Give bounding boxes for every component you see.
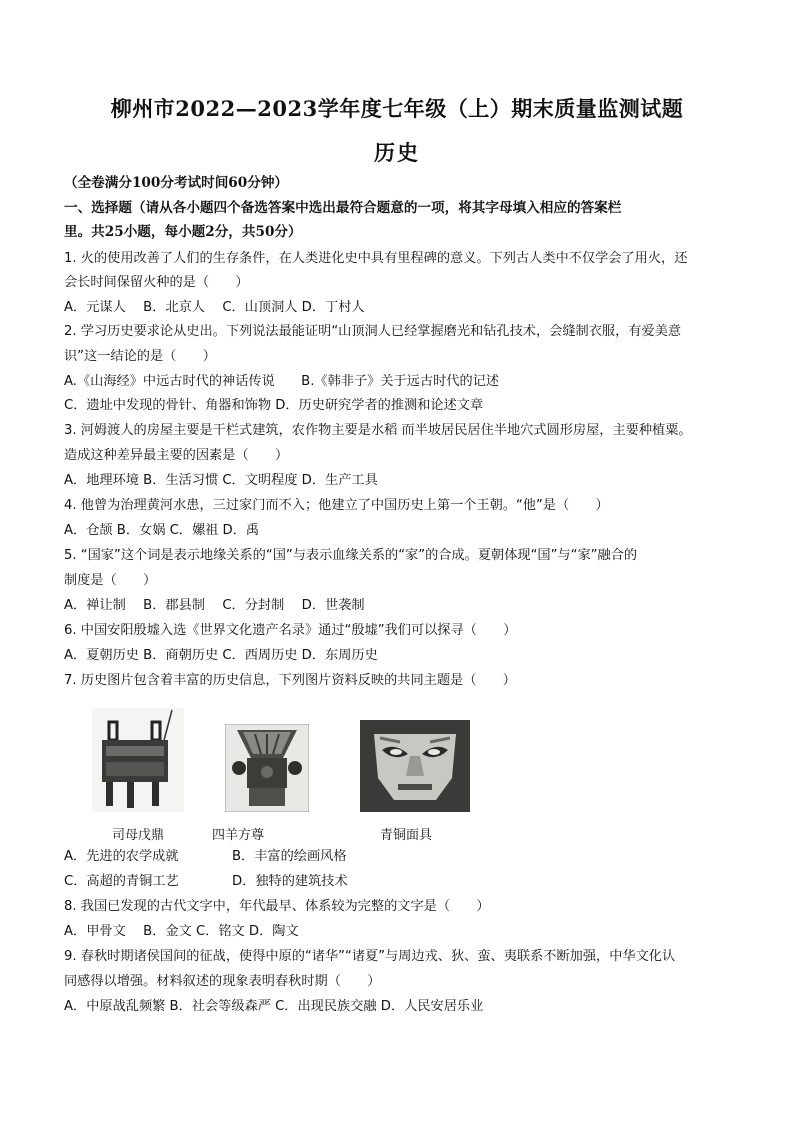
- question-4-stem: 4. 他曾为治理黄河水患，三过家门而不入；他建立了中国历史上第一个王朝。“他”是（ ）: [64, 498, 609, 513]
- question-7-option-c: C．高超的青铜工艺: [64, 874, 179, 889]
- question-6-options: A．夏朝历史 B．商朝历史 C．西周历史 D．东周历史: [64, 648, 378, 663]
- question-1-stem-line2: 会长时间保留火种的是（ ）: [64, 275, 249, 290]
- caption-four-ram-zun: 四羊方尊: [212, 828, 265, 843]
- question-5-stem-line1: 5. “国家”这个词是表示地缘关系的“国”与表示血缘关系的“家”的合成。夏朝体现“国”与“家”融合的: [64, 548, 638, 563]
- section-instructions-line1: 一、选择题（请从各小题四个备选答案中选出最符合题意的一项，将其字母填入相应的答案栏: [64, 200, 622, 216]
- question-9-stem-line2: 同感得以增强。材料叙述的现象表明春秋时期（ ）: [64, 974, 381, 989]
- question-2-stem-line1: 2. 学习历史要求论从史出。下列说法最能证明“山顶洞人已经掌握磨光和钻孔技术，会缝制衣服，有爱美意: [64, 324, 682, 339]
- caption-bronze-mask: 青铜面具: [380, 828, 433, 843]
- question-8-options: A．甲骨文 B．金文 C．铭文 D．陶文: [64, 924, 299, 939]
- caption-simuwu-ding: 司母戊鼎: [112, 828, 165, 843]
- question-7-option-b: B．丰富的绘画风格: [232, 849, 347, 864]
- exam-title: 柳州市2022—2023学年度七年级（上）期末质量监测试题: [110, 96, 684, 121]
- question-3-stem-line1: 3. 河姆渡人的房屋主要是干栏式建筑，农作物主要是水稻 而半坡居民居住半地穴式圆形房屋，主要种植粟。: [64, 423, 692, 438]
- question-2-options-cd: C．遗址中发现的骨针、角器和饰物 D．历史研究学者的推测和论述文章: [64, 398, 484, 413]
- section-instructions-line2: 里。共25小题，每小题2分，共50分）: [64, 224, 302, 240]
- question-5-options: A．禅让制 B．郡县制 C．分封制 D．世袭制: [64, 598, 365, 613]
- question-7-option-a: A．先进的农学成就: [64, 849, 179, 864]
- question-2-stem-line2: 识”这一结论的是（ ）: [64, 349, 216, 364]
- question-8-stem: 8. 我国已发现的古代文字中，年代最早、体系较为完整的文字是（ ）: [64, 899, 490, 914]
- question-4-options: A．仓颉 B．女娲 C．嫘祖 D．禹: [64, 523, 260, 538]
- bronze-mask-image: [360, 720, 470, 812]
- question-5-stem-line2: 制度是（ ）: [64, 573, 157, 588]
- question-7-option-d: D．独特的建筑技术: [232, 874, 348, 889]
- exam-info: （全卷满分100分考试时间60分钟）: [64, 175, 289, 191]
- question-2-options-ab: A.《山海经》中远古时代的神话传说 B.《韩非子》关于远古时代的记述: [64, 374, 500, 389]
- simuwu-ding-image: [92, 708, 184, 812]
- question-9-options: A．中原战乱频繁 B．社会等级森严 C．出现民族交融 D．人民安居乐业: [64, 999, 484, 1014]
- question-1-stem-line1: 1. 火的使用改善了人们的生存条件，在人类进化史中具有里程碑的意义。下列古人类中不仅学会了用火，还: [64, 251, 688, 266]
- question-3-options: A．地理环境 B．生活习惯 C．文明程度 D．生产工具: [64, 473, 378, 488]
- question-3-stem-line2: 造成这种差异最主要的因素是（ ）: [64, 448, 289, 463]
- question-6-stem: 6. 中国安阳殷墟入选《世界文化遗产名录》通过“殷墟”我们可以探寻（ ）: [64, 623, 517, 638]
- subject-title: 历史: [374, 140, 420, 165]
- question-1-options: A．元谋人 B．北京人 C．山顶洞人 D．丁村人: [64, 300, 365, 315]
- question-9-stem-line1: 9. 春秋时期诸侯国间的征战，使得中原的“诸华”“诸夏”与周边戎、狄、蛮、夷联系不断加强，中华文化认: [64, 949, 676, 964]
- four-ram-zun-image: [225, 724, 309, 812]
- question-7-stem: 7. 历史图片包含着丰富的历史信息，下列图片资料反映的共同主题是（ ）: [64, 673, 516, 688]
